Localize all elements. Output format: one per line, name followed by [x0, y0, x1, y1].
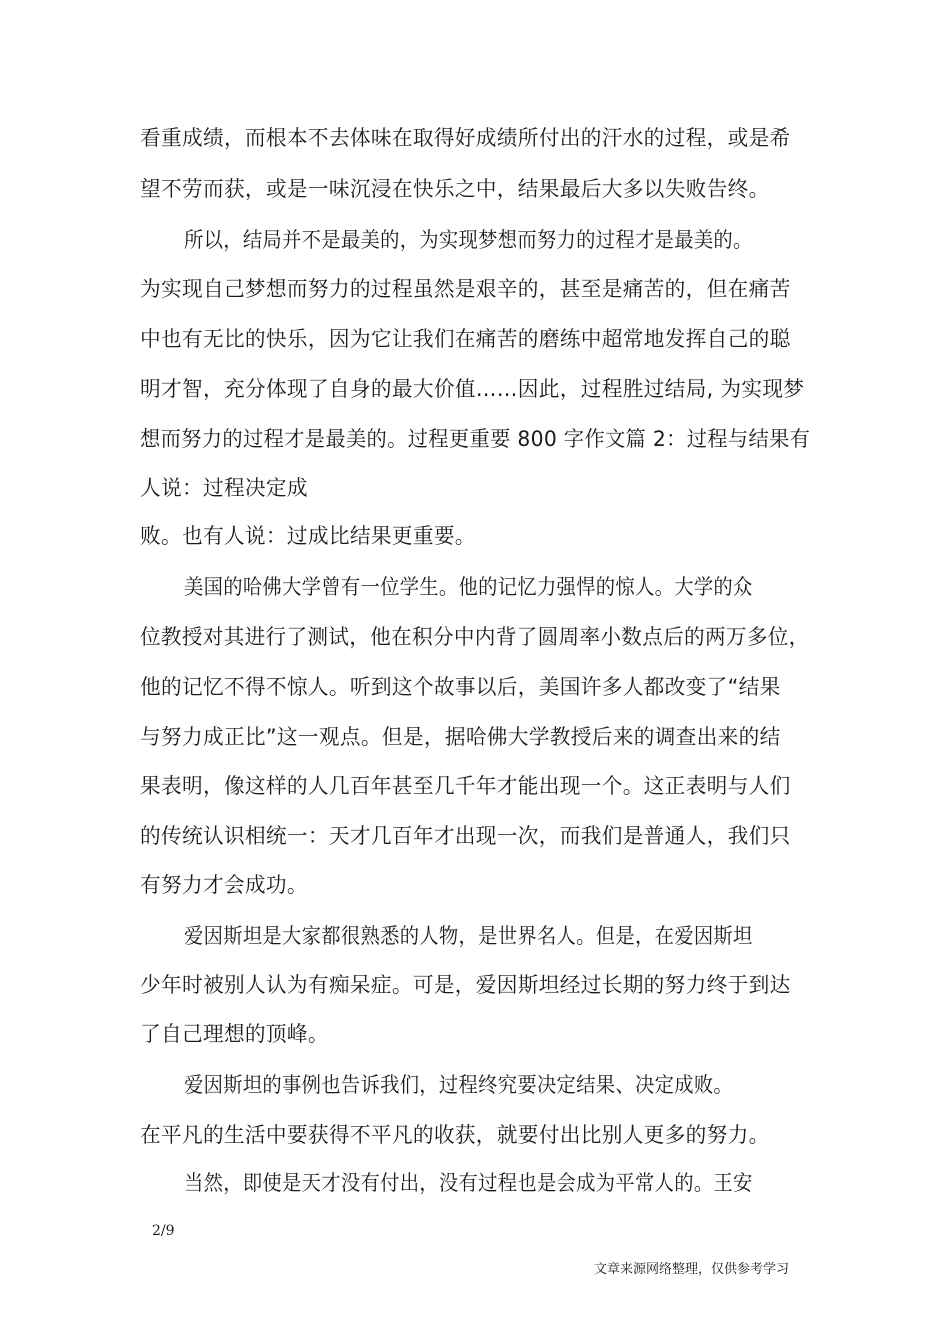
text-line: 位教授对其进行了测试，他在积分中内背了圆周率小数点后的两万多位，: [140, 625, 810, 649]
text-line: 为实现自己梦想而努力的过程虽然是艰辛的，甚至是痛苦的，但在痛苦: [140, 277, 791, 301]
paragraph-start: 所以，结局并不是最美的，为实现梦想而努力的过程才是最美的。: [184, 228, 753, 252]
text-line: 有努力才会成功。: [140, 873, 308, 897]
text-line: 明才智，充分体现了自身的最大价值……因此，过程胜过结局, 为实现梦: [140, 377, 805, 401]
paragraph-start: 爱因斯坦的事例也告诉我们，过程终究要决定结果、决定成败。: [184, 1073, 734, 1097]
text-line: 望不劳而获，或是一味沉浸在快乐之中，结果最后大多以失败告终。: [140, 177, 770, 201]
text-line: 与努力成正比”这一观点。但是，据哈佛大学教授后来的调查出来的结: [140, 725, 781, 749]
paragraph-start: 美国的哈佛大学曾有一位学生。他的记忆力强悍的惊人。大学的众: [184, 575, 753, 599]
paragraph-start: 当然，即使是天才没有付出，没有过程也是会成为平常人的。王安: [184, 1171, 753, 1195]
text-line: 在平凡的生活中要获得不平凡的收获，就要付出比别人更多的努力。: [140, 1123, 770, 1147]
text-line: 看重成绩，而根本不去体味在取得好成绩所付出的汗水的过程，或是希: [140, 126, 791, 150]
text-line: 败。也有人说：过成比结果更重要。: [140, 524, 476, 548]
footer-note: 文章来源网络整理，仅供参考学习: [594, 1262, 790, 1277]
text-line: 人说：过程决定成: [140, 476, 308, 500]
text-line: 了自己理想的顶峰。: [140, 1022, 329, 1046]
text-line: 他的记忆不得不惊人。听到这个故事以后，美国许多人都改变了“结果: [140, 675, 781, 699]
page-number: 2/9: [152, 1223, 175, 1239]
text-line: 想而努力的过程才是最美的。过程更重要 800 字作文篇 2：过程与结果有: [140, 427, 811, 451]
text-line: 少年时被别人认为有痴呆症。可是，爱因斯坦经过长期的努力终于到达: [140, 973, 791, 997]
text-line: 中也有无比的快乐，因为它让我们在痛苦的磨练中超常地发挥自己的聪: [140, 327, 791, 351]
text-line: 果表明，像这样的人几百年甚至几千年才能出现一个。这正表明与人们: [140, 774, 791, 798]
text-line: 的传统认识相统一：天才几百年才出现一次，而我们是普通人，我们只: [140, 824, 791, 848]
paragraph-start: 爱因斯坦是大家都很熟悉的人物，是世界名人。但是，在爱因斯坦: [184, 924, 753, 948]
